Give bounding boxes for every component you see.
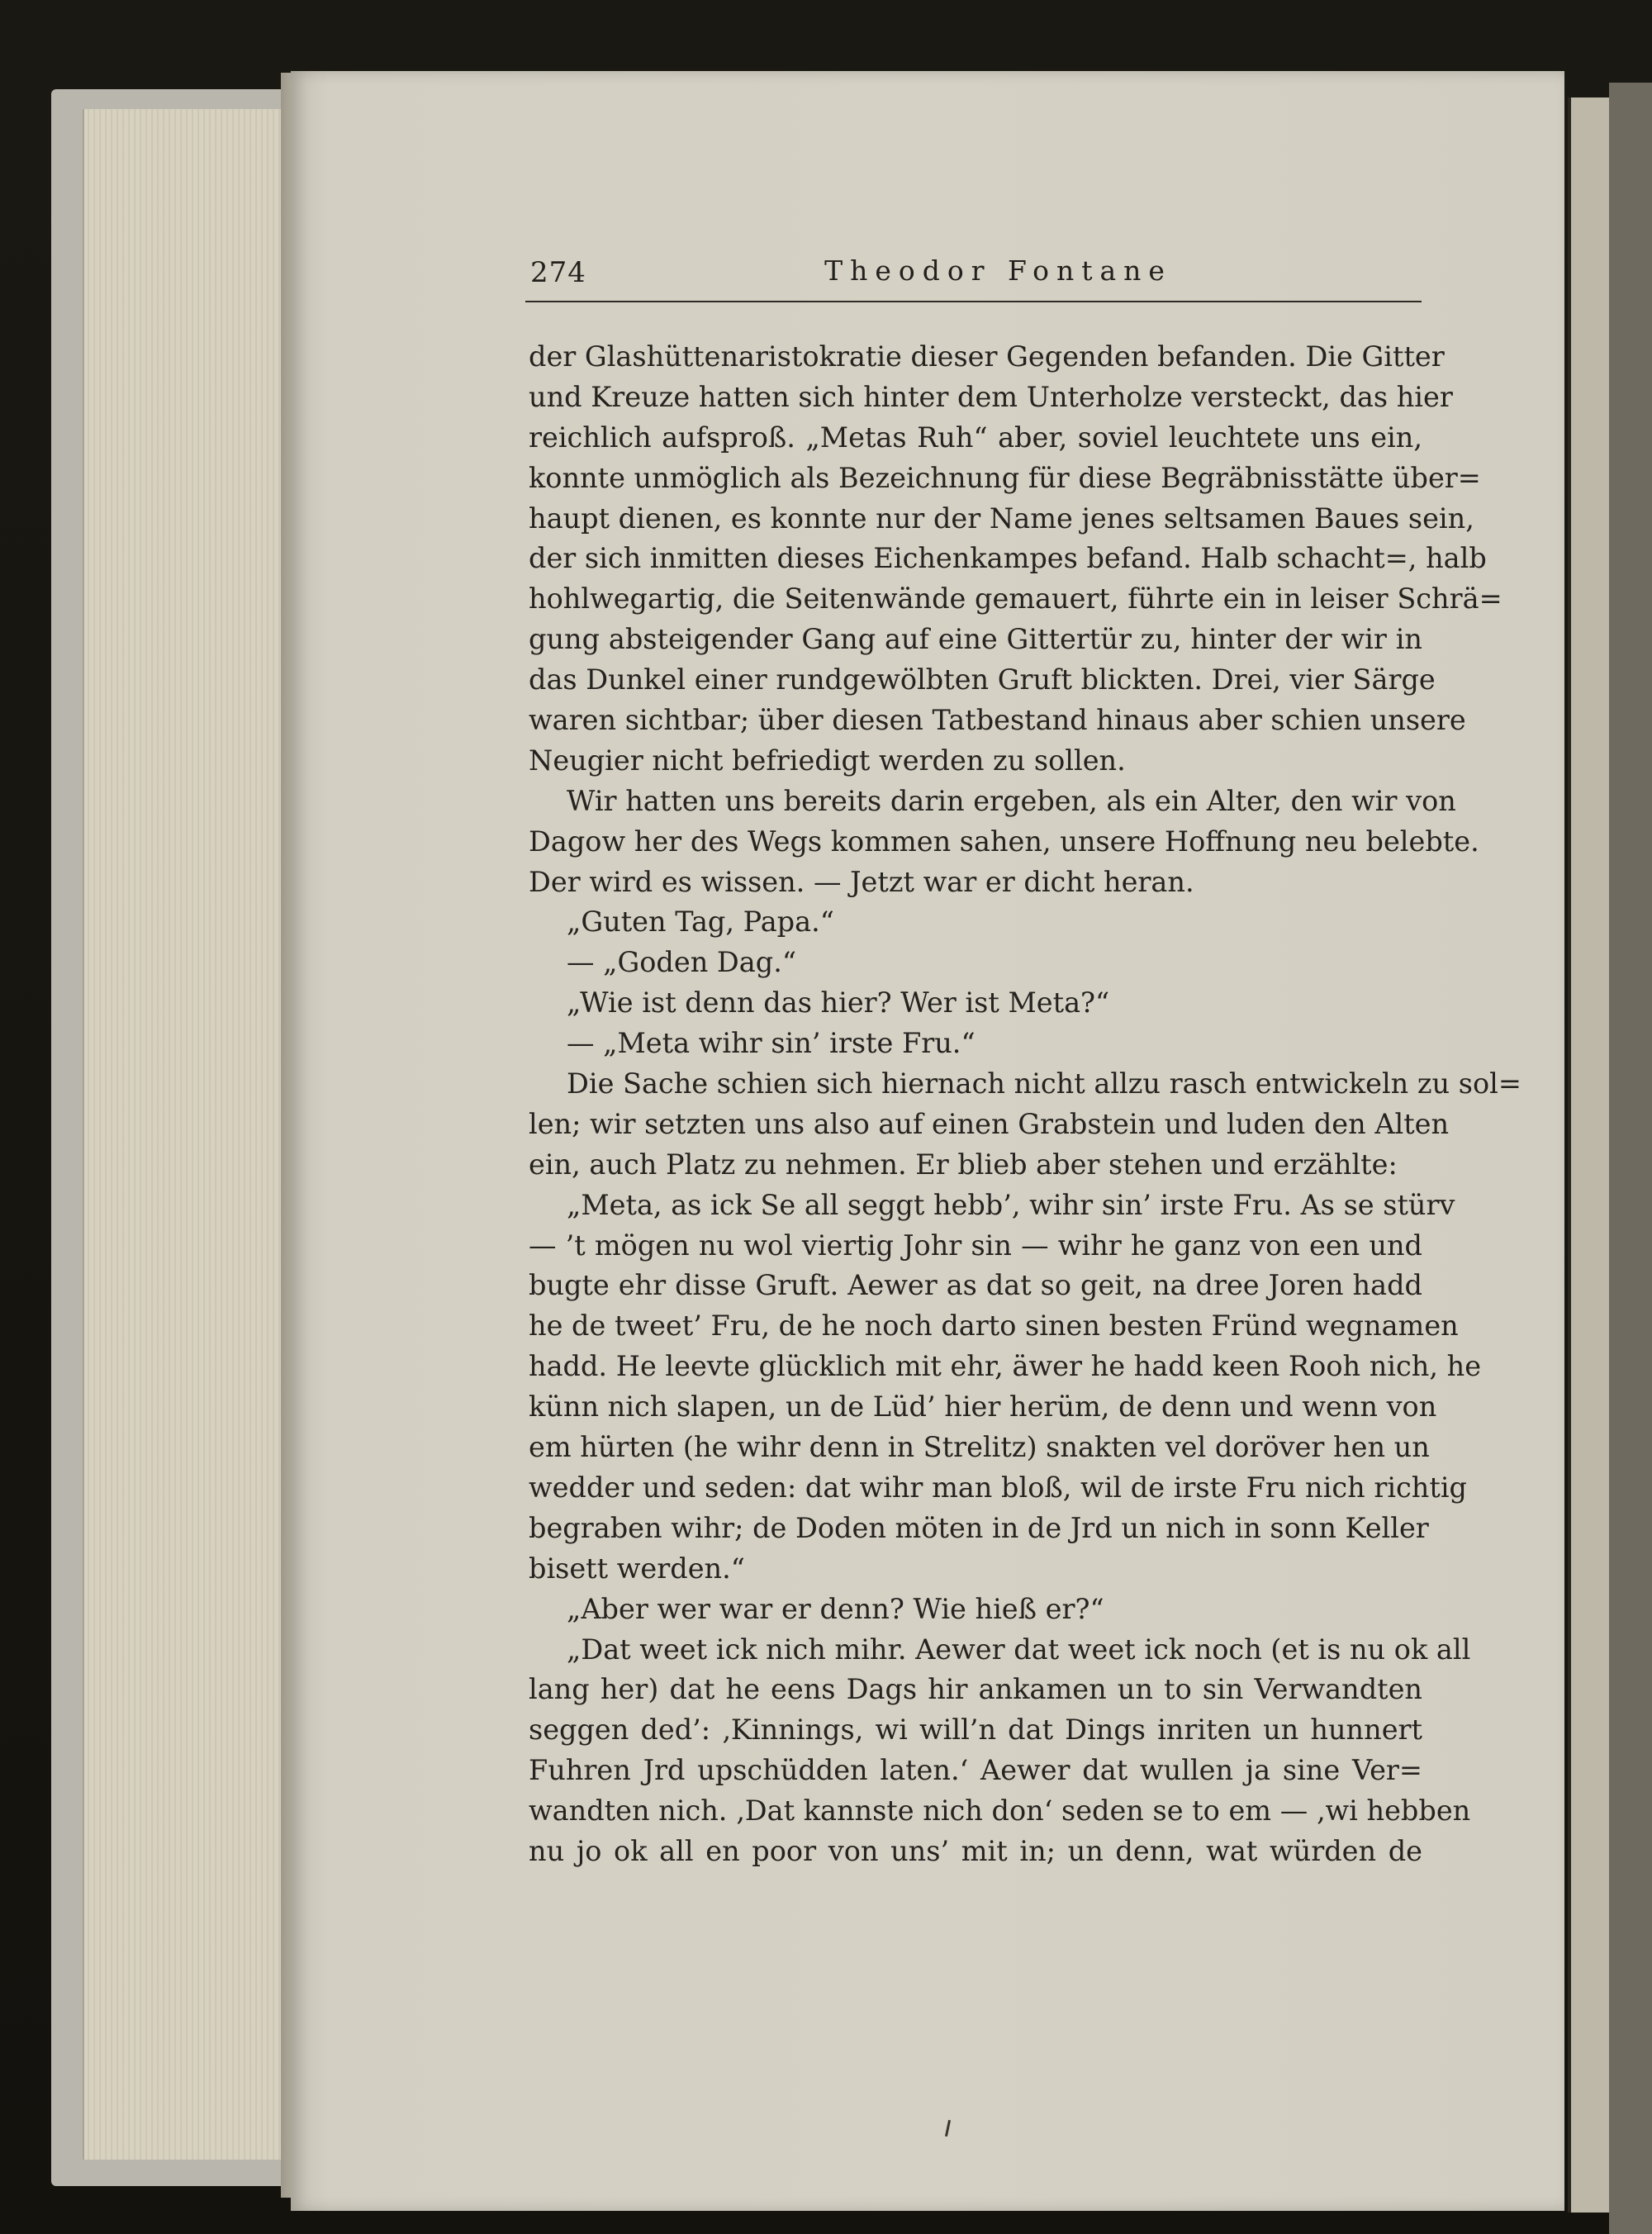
text-line: „Guten Tag, Papa.“	[567, 905, 834, 939]
text-line: haupt dienen, es konnte nur der Name jenes seltsamen Baues sein,	[529, 501, 1474, 535]
book-cover-right	[1609, 83, 1652, 2234]
text-line: seggen ded’: ‚Kinnings, wi will’n dat Dings inriten un hunnert	[529, 1714, 1422, 1747]
text-line: bugte ehr disse Gruft. Aewer as dat so geit, na dree Joren hadd	[529, 1269, 1422, 1302]
text-line: Fuhren Jrd upschüdden laten.‘ Aewer dat wullen ja sine Ver=	[529, 1754, 1422, 1787]
text-line: reichlich aufsproß. „Metas Ruh“ aber, soviel leuchtete uns ein,	[529, 421, 1422, 454]
text-line: he de tweet’ Fru, de he noch darto sinen besten Fründ wegnamen	[529, 1310, 1459, 1343]
text-line: em hürten (he wihr denn in Strelitz) snakten vel doröver hen un	[529, 1431, 1430, 1464]
text-line: Dagow her des Wegs kommen sahen, unsere Hoffnung neu belebte.	[529, 825, 1479, 858]
page-number: 274	[530, 256, 586, 289]
text-line: das Dunkel einer rundgewölbten Gruft blickten. Drei, vier Särge	[529, 663, 1436, 696]
text-line: „Wie ist denn das hier? Wer ist Meta?“	[567, 986, 1110, 1020]
text-line: nu jo ok all en poor von uns’ mit in; un denn, wat würden de	[529, 1834, 1422, 1867]
text-line: konnte unmöglich als Bezeichnung für diese Begräbnisstätte über=	[529, 461, 1481, 494]
text-line: ein, auch Platz zu nehmen. Er blieb aber stehen und erzählte:	[529, 1148, 1398, 1181]
text-line: — „Goden Dag.“	[567, 946, 796, 979]
text-line: hohlwegartig, die Seitenwände gemauert, führte ein in leiser Schrä=	[529, 582, 1502, 616]
text-line: gung absteigender Gang auf eine Gittertür zu, hinter der wir in	[529, 623, 1422, 656]
text-line: hadd. He leevte glücklich mit ehr, äwer he hadd keen Rooh nich, he	[529, 1350, 1482, 1383]
text-line: Der wird es wissen. — Jetzt war er dicht heran.	[529, 865, 1194, 898]
text-line: wedder und seden: dat wihr man bloß, wil de irste Fru nich richtig	[529, 1471, 1468, 1504]
text-line: bisett werden.“	[529, 1552, 745, 1585]
text-line: — „Meta wihr sin’ irste Fru.“	[567, 1027, 976, 1060]
page-stack-edges	[83, 109, 296, 2160]
body-text	[529, 337, 1521, 1872]
text-line: — ’t mögen nu wol viertig Johr sin — wihr he ganz von een und	[529, 1229, 1422, 1262]
text-line: Neugier nicht befriedigt werden zu sollen.	[529, 744, 1126, 777]
running-head: Theodor Fontane	[824, 254, 1172, 287]
text-line: der sich inmitten dieses Eichenkampes befand. Halb schacht=, halb	[529, 542, 1487, 575]
text-line: Die Sache schien sich hiernach nicht allzu rasch entwickeln zu sol=	[567, 1067, 1521, 1100]
text-line: „Dat weet ick nich mihr. Aewer dat weet ick noch (et is nu ok all	[567, 1633, 1471, 1666]
text-line: len; wir setzten uns also auf einen Grabstein und luden den Alten	[529, 1107, 1450, 1140]
text-line: wandten nich. ‚Dat kannste nich don‘ seden se to em — ‚wi hebben	[529, 1794, 1471, 1828]
text-line: „Aber wer war er denn? Wie hieß er?“	[567, 1592, 1104, 1625]
text-line: begraben wihr; de Doden möten in de Jrd un nich in sonn Keller	[529, 1511, 1429, 1544]
text-line: der Glashüttenaristokratie dieser Gegenden befanden. Die Gitter	[529, 340, 1445, 373]
text-line: „Meta, as ick Se all seggt hebb’, wihr sin’ irste Fru. As se stürv	[567, 1188, 1455, 1221]
text-line: künn nich slapen, un de Lüd’ hier herüm, de denn und wenn von	[529, 1390, 1437, 1424]
text-line: Wir hatten uns bereits darin ergeben, als ein Alter, den wir von	[567, 784, 1456, 817]
text-line: waren sichtbar; über diesen Tatbestand hinaus aber schien unsere	[529, 704, 1466, 737]
page-header	[525, 250, 1422, 302]
text-line: und Kreuze hatten sich hinter dem Unterholze versteckt, das hier	[529, 380, 1453, 413]
text-line: lang her) dat he eens Dags hir ankamen un to sin Verwandten	[529, 1673, 1422, 1706]
